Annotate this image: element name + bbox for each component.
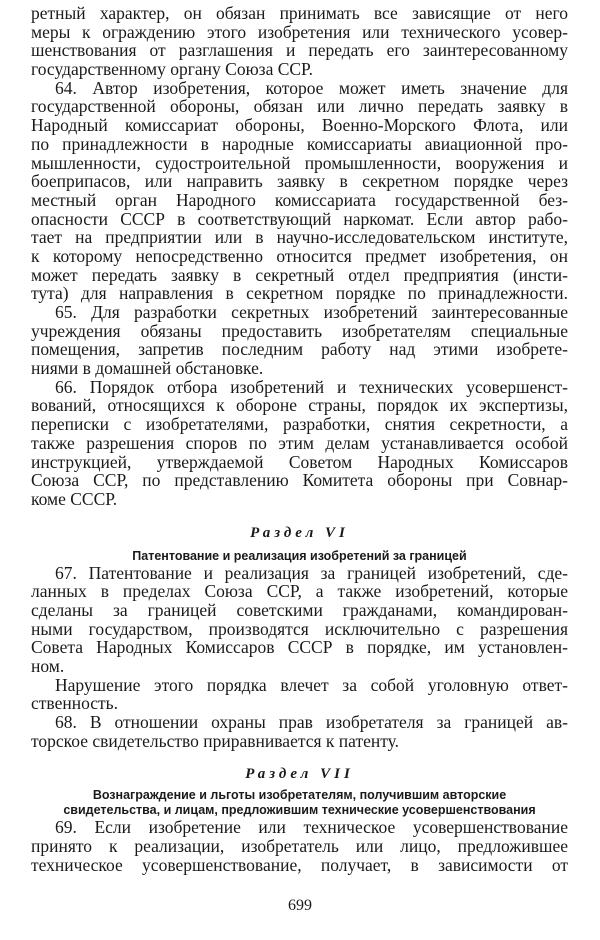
text-line: по принадлежности в народные комиссариаты авиационной про- xyxy=(31,133,568,154)
text-line: Народный комиссариат обороны, Военно-Морского Флота, или xyxy=(31,115,568,136)
text-line: ственность. xyxy=(31,693,119,714)
text-line: государственной обороны, обязан или лично передать заявку в xyxy=(31,96,568,117)
text-line: помещения, запретив последним работу над этими изобрете- xyxy=(31,339,568,360)
paragraph xyxy=(31,818,568,874)
text-line: 66. Порядок отбора изобретений и технических усовершенст- xyxy=(55,376,568,397)
text-line: 68. В отношении охраны прав изобретателя за границей ав- xyxy=(55,712,568,733)
section-6-title: Патентование и реализация изобретений за границей xyxy=(132,548,467,563)
text-line: сделаны за границей советскими гражданами, командирован- xyxy=(31,599,568,620)
section-6-label: Раздел VI xyxy=(250,524,349,541)
section-7-title-line: Вознаграждение и льготы изобретателям, получившим авторские xyxy=(92,788,507,803)
paragraph xyxy=(31,4,568,79)
text-line: ниями в домашней обстановке. xyxy=(31,358,264,379)
text-line: местный орган Народного комиссариата государственной без- xyxy=(31,189,568,210)
text-line: Нарушение этого порядка влечет за собой уголовную ответ- xyxy=(55,674,568,695)
paragraph xyxy=(31,713,568,750)
text-line: ными государством, производятся исключительно с разрешения xyxy=(31,618,568,639)
text-line: учреждения обязаны предоставить изобретателям специальные xyxy=(31,320,568,341)
text-line: мышленности, судостроительной промышленности, вооружения и xyxy=(31,152,568,173)
text-line: Союза ССР, по представлению Комитета обороны при Совнар- xyxy=(31,470,568,491)
text-line: принято к реализации, изобретатель или лицо, предложившее xyxy=(31,836,568,857)
text-line: коме СССР. xyxy=(31,488,118,509)
text-line: опасности СССР в соответствующий наркомат. Если автор рабо- xyxy=(31,208,568,229)
text-line: ретный характер, он обязан принимать все зависящие от него xyxy=(31,3,568,23)
body-text-top xyxy=(31,4,568,509)
section-6-heading xyxy=(31,523,568,564)
text-line: шенствования от разглашения и передать его заинтересованному xyxy=(31,40,568,61)
paragraph xyxy=(31,564,568,676)
text-line: может передать заявку в секретный отдел предприятия (инсти- xyxy=(31,264,568,285)
document-page xyxy=(31,4,568,875)
text-line: 67. Патентование и реализация за границей изобретений, сде- xyxy=(55,562,568,583)
text-line: переписки с изобретателями, разработки, снятия секретности, а xyxy=(31,414,568,435)
text-line: 64. Автор изобретения, которое может иметь значение для xyxy=(55,77,568,98)
section-7-body xyxy=(31,818,568,874)
text-line: 69. Если изобретение или техническое усовершенствование xyxy=(55,817,568,838)
section-7-title-line: свидетельства, и лицам, предложившим технические усовершенствования xyxy=(63,803,536,818)
text-line: инструкцией, утверждаемой Советом Народных Комиссаров xyxy=(31,451,568,472)
paragraph xyxy=(31,79,568,303)
paragraph xyxy=(31,378,568,509)
text-line: техническое усовершенствование, получает, в зависимости от xyxy=(31,854,568,875)
text-line: 65. Для разработки секретных изобретений заинтересованные xyxy=(55,302,568,322)
text-line: торское свидетельство приравнивается к патенту. xyxy=(31,730,400,751)
text-line: вований, относящихся к обороне страны, порядок их экспертизы, xyxy=(31,395,568,416)
text-line: Совета Народных Комиссаров СССР в порядке, им установлен- xyxy=(31,637,568,658)
section-7-label: Раздел VII xyxy=(245,766,354,783)
text-line: тает на предприятии или в научно-исследовательском институте, xyxy=(31,227,568,248)
text-line: государственному органу Союза ССР. xyxy=(31,59,313,80)
page-number: 699 xyxy=(288,897,312,914)
text-line: к которому непосредственно относится предмет изобретения, он xyxy=(31,245,568,266)
text-line: также разрешения споров по этим делам устанавливается особой xyxy=(31,432,568,453)
paragraph xyxy=(31,676,568,713)
text-line: ном. xyxy=(31,656,65,676)
paragraph xyxy=(31,303,568,378)
text-line: меры к ограждению этого изобретения или технического усовер- xyxy=(31,21,568,42)
text-line: ланных в пределах Союза ССР, а также изобретений, которые xyxy=(31,581,568,602)
text-line: тута) для направления в секретном порядке по принадлежности. xyxy=(31,283,568,304)
text-line: боеприпасов, или направить заявку в секретном порядке через xyxy=(31,171,568,192)
section-7-heading xyxy=(31,764,568,818)
section-6-body xyxy=(31,564,568,751)
